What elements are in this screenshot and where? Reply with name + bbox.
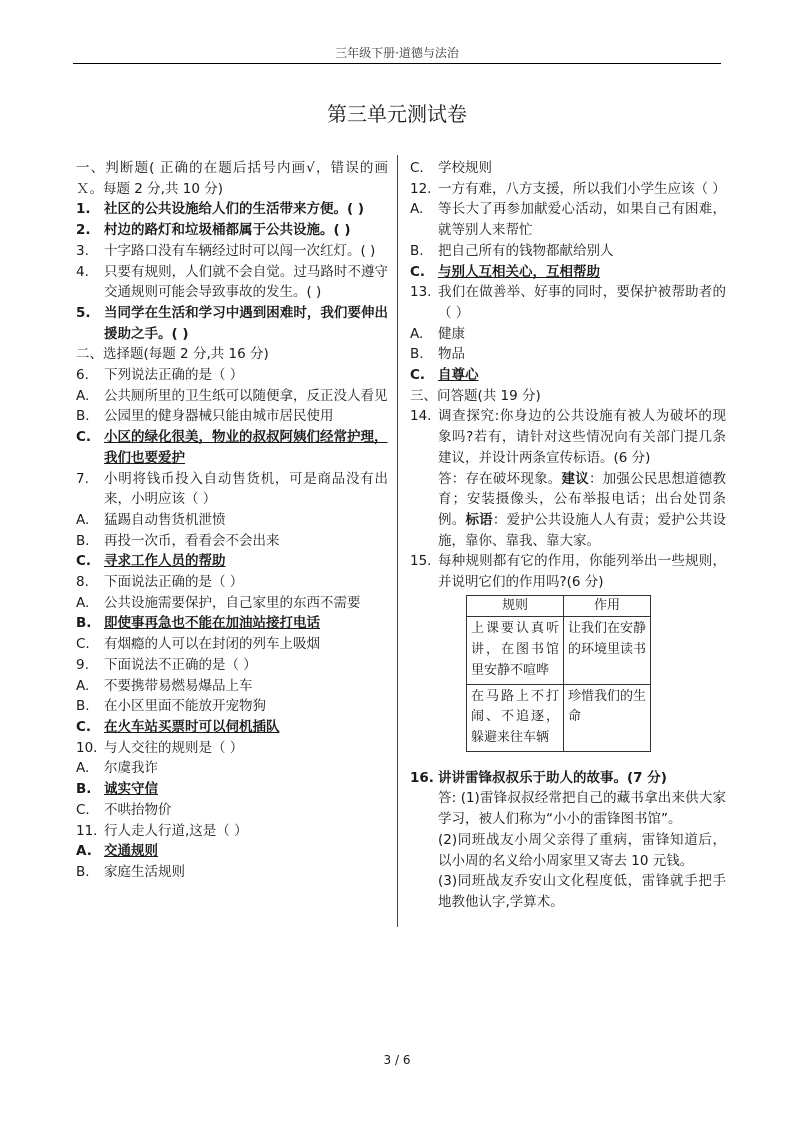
section-heading-qa: 三、问答题(共 19 分)	[410, 387, 541, 404]
option-9b: B. 在小区里面不能放开宠物狗	[76, 698, 266, 715]
option-11c: C. 学校规则	[410, 160, 492, 176]
question-9: 9. 下面说法不正确的是（ ）	[76, 656, 257, 673]
table-cell: 上课要认真听讲，在图书馆里安静不喧哗	[467, 617, 564, 684]
question-7: 7. 小明将钱币投入自动售货机，可是商品没有出来，小明应该（ ）	[76, 470, 388, 508]
question-13: 13. 我们在做善举、好事的同时，要保护被帮助者的（ ）	[410, 284, 726, 321]
option-7a: A. 猛踢自动售货机泄愤	[76, 511, 226, 528]
option-10a: A. 尔虞我诈	[76, 760, 158, 777]
option-6a: A. 公共厕所里的卫生纸可以随便拿，反正没人看见	[76, 387, 388, 404]
option-9c-answer: C. 在火车站买票时可以伺机插队	[76, 718, 280, 735]
question-16: 16. 讲讲雷锋叔叔乐于助人的故事。(7 分)	[410, 769, 667, 786]
page-title: 第三单元测试卷	[327, 102, 467, 126]
question-6: 6. 下列说法正确的是（ ）	[76, 367, 244, 384]
page-header: 三年级下册·道德与法治	[335, 46, 459, 60]
option-8b-answer: B. 即使事再急也不能在加油站接打电话	[76, 615, 320, 632]
question-14: 14. 调查探究:你身边的公共设施有被人为破坏的现象吗?若有，请针对这些情况向有关部门提几条建议，并设计两条宣传标语。(6 分)	[410, 408, 726, 466]
table-row	[467, 617, 651, 684]
option-13c-answer: C. 自尊心	[410, 367, 479, 384]
option-13b: B. 物品	[410, 346, 465, 363]
rules-table	[466, 595, 651, 752]
section-heading-choice: 二、选择题(每题 2 分,共 16 分)	[76, 346, 269, 363]
option-12a: A. 等长大了再参加献爱心活动，如果自己有困难，就等别人来帮忙	[410, 201, 726, 239]
table-header-rule: 规则	[467, 595, 564, 617]
option-12b: B. 把自己所有的钱物都献给别人	[410, 242, 614, 259]
table-cell: 在马路上不打闹、不追逐，躲避来往车辆	[467, 684, 564, 751]
question-2: 2. 村边的路灯和垃圾桶都属于公共设施。( )	[76, 222, 351, 239]
table-cell: 珍惜我们的生命	[564, 684, 651, 751]
question-15: 15. 每种规则都有它的作用，你能列举出一些规则，并说明它们的作用吗?(6 分)	[410, 553, 726, 591]
table-header-effect: 作用	[564, 595, 651, 617]
option-9a: A. 不要携带易燃易爆品上车	[76, 677, 253, 694]
page-number: 3 / 6	[383, 1053, 411, 1067]
header-rule	[73, 63, 721, 64]
option-7c-answer: C. 寻求工作人员的帮助	[76, 553, 226, 570]
answer-16-part2: (2)同班战友小周父亲得了重病，雷锋知道后，以小周的名义给小周家里又寄去 10 元钱。	[438, 831, 726, 869]
option-6b: B. 公园里的健身器械只能由城市居民使用	[76, 408, 334, 425]
table-row	[467, 684, 651, 751]
answer-16-part3: (3)同班战友乔安山文化程度低，雷锋就手把手地教他认字,学算术。	[438, 873, 726, 910]
question-8: 8. 下面说法正确的是（ ）	[76, 574, 244, 591]
table-cell: 让我们在安静的环境里读书	[564, 617, 651, 684]
option-12c-answer: C. 与别人互相关心，互相帮助	[410, 263, 600, 280]
question-12: 12. 一方有难，八方支援，所以我们小学生应该（ ）	[410, 180, 726, 197]
option-11b: B. 家庭生活规则	[76, 863, 185, 880]
option-10b-answer: B. 诚实守信	[76, 781, 158, 798]
option-8c: C. 有烟瘾的人可以在封闭的列车上吸烟	[76, 636, 320, 653]
answer-14: 答：存在破坏现象。建议：加强公民思想道德教育；安装摄像头，公布举报电话；出台处罚条例。标语：爱护公共设施人人有责；爱护公共设施，靠你、靠我、靠大家。	[438, 470, 727, 549]
option-6c-answer: C. 小区的绿化很美，物业的叔叔阿姨们经常护理，我们也要爱护	[76, 429, 388, 466]
right-column	[410, 158, 726, 913]
question-5: 5. 当同学在生活和学习中遇到困难时，我们要伸出援助之手。( )	[76, 304, 388, 342]
section-heading-judgement: 一、判断题( 正确的在题后括号内画√，错误的画Ｘ。每题 2 分,共 10 分)	[76, 160, 388, 197]
option-8a: A. 公共设施需要保护，自己家里的东西不需要	[76, 594, 361, 611]
answer-16-part1: 答: (1)雷锋叔叔经常把自己的藏书拿出来供大家学习，被人们称为“小小的雷锋图书馆”。	[438, 790, 726, 828]
option-11a-answer: A. 交通规则	[76, 843, 158, 860]
left-column	[76, 158, 388, 883]
question-10: 10. 与人交往的规则是（ ）	[76, 739, 244, 756]
question-3: 3. 十字路口没有车辆经过时可以闯一次红灯。( )	[76, 242, 376, 259]
option-10c: C. 不哄抬物价	[76, 801, 172, 818]
question-11: 11. 行人走人行道,这是（ ）	[76, 822, 248, 839]
question-4: 4. 只要有规则，人们就不会自觉。过马路时不遵守交通规则可能会导致事故的发生。( )	[76, 263, 388, 301]
option-7b: B. 再投一次币，看看会不会出来	[76, 532, 280, 549]
column-divider	[397, 155, 398, 927]
option-13a: A. 健康	[410, 325, 465, 342]
question-1: 1. 社区的公共设施给人们的生活带来方便。( )	[76, 201, 365, 218]
